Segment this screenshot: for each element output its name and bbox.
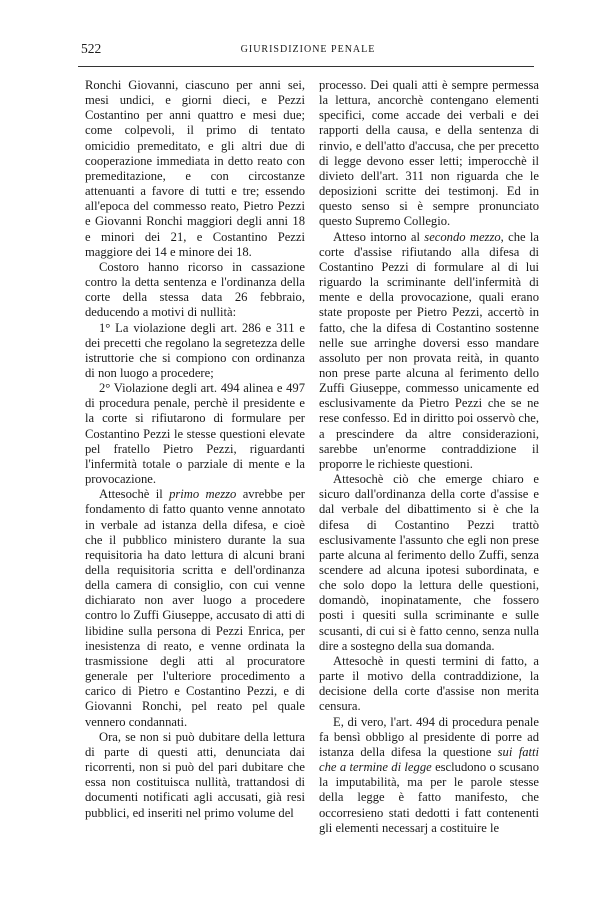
text-run: avrebbe per fondamento di fatto quanto venne annotato in verbale ad istanza della difesa, e cioè che il pubblico ministero durante la sua requisitoria ha dato lettura di alcuni brani della requisitoria scritta e dell'ordinanza della camera di consiglio, con cui venne dichiarato non aver luogo a procedere contro lo Zuffi Giuseppe, accusato di atti di libidine sulla persona di Pezzi Enrica, per inesistenza di reato, e venne ordinata la trasmissione degli atti al procuratore generale per l'ulteriore procedimento a carico di Pietro e Costantino Pezzi, e di Giovanni Ronchi, pel reato pel quale vennero condannati.	[85, 487, 306, 729]
text-run: E, di vero, l'art. 494 di procedura penale fa bensì obbligo al presidente di porre ad istanza della difesa la questione	[319, 714, 539, 759]
paragraph: Costoro hanno ricorso in cassazione contro la detta sentenza e l'ordinanza della corte della stessa data 26 febbraio, deducendo a motivi di nullità:	[85, 259, 305, 320]
paragraph	[319, 715, 539, 836]
emphasis-run: secondo mezzo	[424, 229, 501, 244]
text-run: Atteso intorno al	[333, 229, 425, 244]
text-run: Attesochè il	[99, 487, 170, 502]
right-column	[319, 78, 539, 836]
text-run: , che la corte d'assise rifiutando alla difesa di Costantino Pezzi di formulare al di lui riguardo la scriminante dell'infermità di mente e della provocazione, quali erano state proposte per Pietro Pezzi, accertò in fatto, che la difesa di Costantino sostenne nelle sue arringhe doversi esso mandare assoluto per non provata reità, in quanto non prese parte alcuna al ferimento dello Zuffi Giuseppe, commesso unicamente ed esclusivamente da Pietro Pezzi che se ne rese confesso. Ed in diritto poi osservò che, a prescindere da altre considerazioni, sarebbe un'enorme contraddizione il proporre le richieste questioni.	[319, 229, 540, 471]
paragraph	[319, 230, 539, 473]
paragraph: Attesochè ciò che emerge chiaro e sicuro dall'ordinanza della corte d'assise e dal verbale del dibattimento si è che la difesa di Costantino Pezzi trattò esclusivamente l'assunto che egli non prese parte alcuna al ferimento dello Zuffi, senza scendere ad alcuna ipotesi subordinata, e che solo dopo la lettura delle questioni, domandò, inopinatamente, che fossero posti i quesiti sulla scriminante e sulle scusanti, di cui si è fatto cenno, senza nulla dire a sostegno della sua domanda.	[319, 472, 539, 653]
running-head: GIURISDIZIONE PENALE	[240, 44, 376, 55]
paragraph: Ora, se non si può dubitare della lettura di parte di questi atti, denunciata dai ricorrenti, non si può del pari dubitare che essa non costituisca nullità, trattandosi di documenti notificati agli accusati, già resi pubblici, ed inseriti nel primo volume del	[85, 729, 305, 820]
page-number: 522	[81, 41, 102, 56]
paragraph: processo. Dei quali atti è sempre permessa la lettura, ancorchè contengano elementi specifici, come accade dei verbali e dei rapporti della causa, e della sentenza di rinvio, e dell'atto d'accusa, che per precetto di legge devono esser letti; imperocchè il divieto dell'art. 311 non riguarda che le deposizioni scritte dei testimonj. Ed in questo senso si è sempre pronunciato questo Supremo Collegio.	[319, 78, 539, 229]
paragraph	[85, 487, 305, 730]
paragraph: Attesochè in questi termini di fatto, a parte il motivo della contraddizione, la decisione della corte d'assise non merita censura.	[319, 653, 539, 714]
left-column	[85, 78, 305, 821]
header-rule	[78, 66, 534, 67]
emphasis-run: primo mezzo	[169, 487, 237, 502]
emphasis-run: sui fatti che a termine di legge	[319, 744, 540, 775]
text-run: escludono o scusano la imputabilità, ma per le parole stesse della legge è fatto manifesto, che occorresieno stati dedotti i fatt contenenti gli elementi necessarj a costituire le	[319, 760, 539, 835]
paragraph: 1° La violazione degli art. 286 e 311 e dei precetti che regolano la segretezza delle istruttorie che si compiono con ordinanza di non luogo a procedere;	[85, 320, 305, 380]
paragraph: Ronchi Giovanni, ciascuno per anni sei, mesi undici, e giorni dieci, e Pezzi Costantino per anni quattro e mesi due; come colpevoli, il primo di tentato omicidio premeditato, e gli altri due di cooperazione immediata in detto reato con premeditazione, e con circostanze attenuanti a favore di tutti e tre; essendo all'epoca del commesso reato, Pietro Pezzi e Giovanni Ronchi maggiori degli anni 18 e minori dei 21, e Costantino Pezzi maggiore dei 14 e minore dei 18.	[85, 78, 305, 259]
paragraph: 2° Violazione degli art. 494 alinea e 497 di procedura penale, perchè il presidente e la corte si rifiutarono di formulare per Costantino Pezzi le stesse questioni elevate pel fratello Pietro Pezzi, riguardanti l'infermità totale o parziale di mente e la provocazione.	[85, 381, 305, 487]
